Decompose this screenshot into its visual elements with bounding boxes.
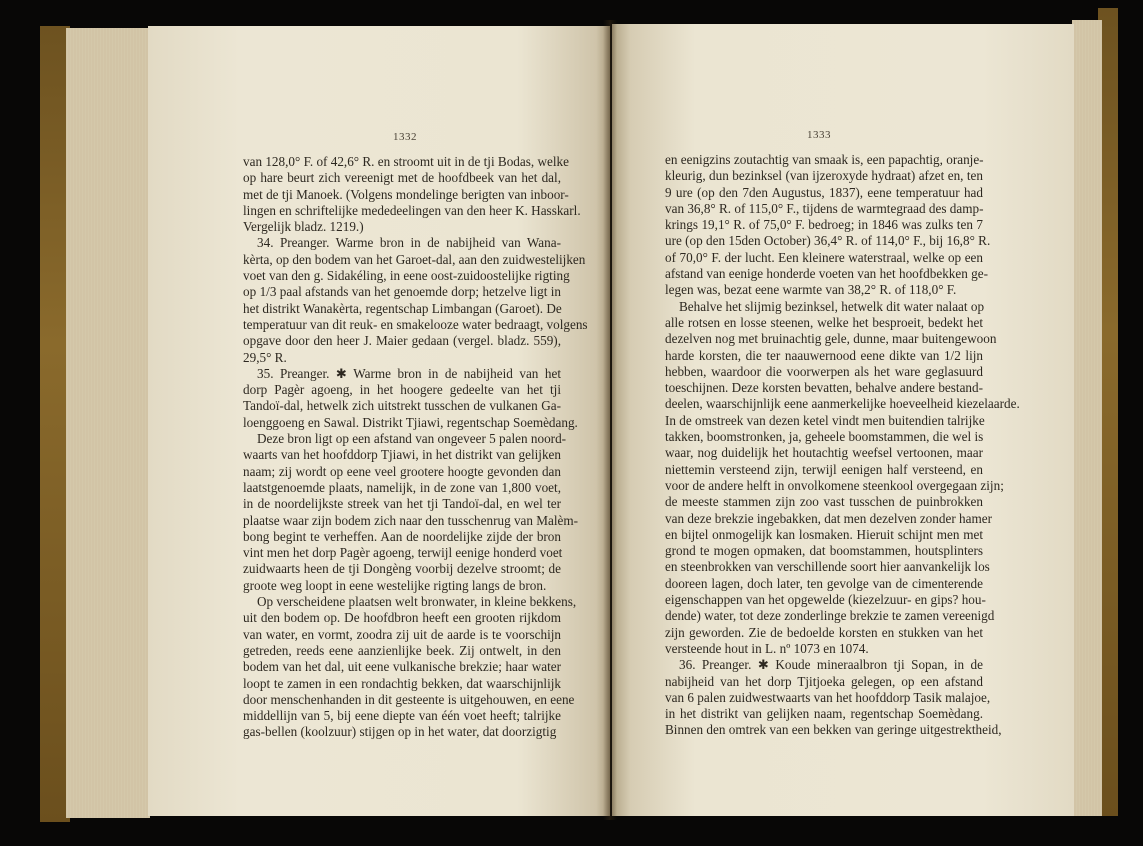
text-line: 9 ure (op den 7den Augustus, 1837), eene temperatuur had: [665, 184, 983, 200]
text-line: loopt te zamen in een rondachtig bekken, dat waarschijnlijk: [243, 675, 561, 691]
text-line: waarts van het hoofddorp Tjiawi, in het distrikt van gelijken: [243, 447, 561, 463]
text-line: en eenigzins zoutachtig van smaak is, een papachtig, oranje-: [665, 152, 984, 167]
text-line: dezelven nog met bruinachtig gele, dunne, maar buitengewoon: [665, 331, 997, 347]
book-gutter: [603, 20, 617, 820]
text-line: temperatuur van dit reuk- en smakelooze water bedraagt, volgens: [243, 316, 588, 332]
text-line: Op verscheidene plaatsen welt bronwater, in kleine bekkens,: [257, 594, 577, 610]
text-line: met de tji Manoek. (Volgens mondelinge berigten van inboor-: [243, 186, 569, 202]
text-line: harde korsten, die ter naauwernood eene dikte van 1/2 lijn: [665, 347, 983, 363]
text-line: lingen en schriftelijke mededeelingen van den heer K. Hasskarl.: [243, 202, 581, 218]
text-line: dooreen lagen, doch later, ten gevolge van de cimenterende: [665, 575, 983, 591]
left-page-text: [243, 154, 588, 741]
text-line: ure (op den 15den October) 36,4° R. of 114,0° F., bij 16,8° R.: [665, 233, 991, 249]
text-line: laatstgenoemde plaats, namelijk, in de zone van 1,800 voet,: [243, 479, 561, 495]
text-line: Tandoï-dal, hetwelk zich uitstrekt tusschen de vulkanen Ga-: [243, 398, 561, 414]
text-line: of 70,0° F. der lucht. Een kleinere waterstraal, welke op een: [665, 249, 983, 265]
text-line: versteende hout in L. nº 1073 en 1074.: [665, 640, 869, 656]
text-line: het distrikt Wanakèrta, regentschap Limbangan (Garoet). De: [243, 300, 562, 316]
text-line: in de noordelijkste streek van het tji Tandoï-dal, en wel ter: [243, 496, 561, 512]
text-line: dorp Pagèr agoeng, in het hoogere gedeelte van het tji: [243, 382, 561, 398]
text-line: voor de andere helft in onvolkomene steenkool overgegaan zijn;: [665, 477, 1004, 493]
text-line: van water, en vormt, zoodra zij uit de aarde is te voorschijn: [243, 626, 561, 642]
text-line: op 1/3 paal afstands van het genoemde dorp; hetzelve ligt in: [243, 284, 561, 300]
text-line: toeschijnen. Deze korsten bevatten, behalve andere bestand-: [665, 380, 983, 396]
text-line: opgave door den heer J. Maier gedaan (vergel. bladz. 559),: [243, 333, 561, 349]
text-line: naam; zij wordt op eene veel grootere hoogte gevonden dan: [243, 463, 561, 479]
page-edges-right: [1072, 20, 1102, 816]
left-page-number: 1332: [393, 131, 417, 143]
text-line: getreden, reeds eene aanzienlijke beek. Zij ontwelt, in den: [243, 642, 561, 658]
text-line: zuidwaarts heen de tji Dongèng voorbij dezelve stroomt; de: [243, 561, 561, 577]
text-line: Binnen den omtrek van een bekken van geringe uitgestrektheid,: [665, 722, 1002, 738]
text-line: afstand van eenige honderde voeten van het hoofdbekken ge-: [665, 266, 988, 282]
text-line: krings 19,1° R. of 75,0° F. bedroeg; in 1846 was zulks ten 7: [665, 217, 983, 233]
right-page: [612, 24, 1074, 816]
text-line: op hare beurt zich vereenigt met de hoofdbeek van het dal,: [243, 170, 561, 186]
text-line: deelen, waarschijnlijk eene aanmerkelijke hoeveelheid kiezelaarde.: [665, 396, 1020, 412]
text-line: in het distrikt van gelijken naam, regentschap Soemèdang.: [665, 706, 983, 722]
text-line: Vergelijk bladz. 1219.): [243, 219, 364, 235]
text-line: van 6 palen zuidwestwaarts van het hoofddorp Tasik malajoe,: [665, 689, 991, 705]
right-page-text: [665, 152, 1020, 739]
right-page-number: 1333: [807, 129, 831, 141]
text-line: gas-bellen (koolzuur) stijgen op in het water, dat doorzigtig: [243, 724, 557, 740]
text-line: dende) water, tot deze zonderlinge brekzie te zamen vereenigd: [665, 608, 995, 624]
text-line: door menschenhanden in dit gesteente is uitgehouwen, en eene: [243, 691, 575, 707]
text-line: van 128,0° F. of 42,6° R. en stroomt uit in de tji Bodas, welke: [243, 154, 569, 169]
text-line: loenggoeng en Sawal. Distrikt Tjiawi, regentschap Soemèdang.: [243, 414, 578, 430]
text-line: voet van den g. Sidakéling, in eene oost-zuidoostelijke rigting: [243, 268, 570, 284]
text-line: vint men het dorp Pagèr agoeng, terwijl eenige honderd voet: [243, 545, 563, 561]
text-line: van deze brekzie ingebakken, dat men dezelven zonder hamer: [665, 510, 992, 526]
text-line: Behalve het slijmig bezinksel, hetwelk dit water nalaat op: [679, 298, 985, 314]
text-line: takken, boomstronken, ja, geheele boomstammen, die wel is: [665, 429, 984, 445]
text-line: grond te mogen opmaken, dat boomstammen, houtsplinters: [665, 543, 983, 559]
text-line: en steenbrokken van verschillende soort hier aanvankelijk los: [665, 559, 990, 575]
text-line: 35. Preanger. ✱ Warme bron in de nabijheid van het: [257, 365, 561, 381]
text-line: 34. Preanger. Warme bron in de nabijheid van Wana-: [257, 235, 561, 251]
text-line: kleurig, dun bezinksel (van ijzeroxyde hydraat) afzet en, ten: [665, 168, 983, 184]
text-line: zijn geworden. Zie de bedoelde korsten en stukken van het: [665, 624, 983, 640]
text-line: 29,5° R.: [243, 349, 287, 365]
text-line: In de omstreek van dezen ketel vindt men buitendien talrijke: [665, 412, 985, 428]
text-line: legen was, bezat eene warmte van 38,2° R. of 118,0° F.: [665, 282, 957, 298]
text-line: 36. Preanger. ✱ Koude mineraalbron tji Sopan, in de: [679, 657, 983, 673]
text-line: uit den bodem op. De hoofdbron heeft een grooten rijkdom: [243, 610, 561, 626]
text-line: kèrta, op den bodem van het Garoet-dal, aan den zuidwestelijken: [243, 251, 586, 267]
text-line: groote weg loopt in eene westelijke rigting langs de bron.: [243, 577, 547, 593]
text-line: alle rotsen en losse steenen, welke het besproeit, bedekt het: [665, 314, 983, 330]
text-line: bong begint te verheffen. Aan de noordelijke zijde der bron: [243, 528, 561, 544]
text-line: middellijn van 5, bij eene diepte van één voet heeft; talrijke: [243, 708, 561, 724]
text-line: en bijtel onmogelijk kan losmaken. Hieruit schijnt men met: [665, 526, 983, 542]
page-edges-left: [66, 28, 150, 818]
left-page: [148, 26, 610, 816]
text-line: hebben, waardoor die voorwerpen als het ware geglasuurd: [665, 363, 983, 379]
text-line: waar, nog duidelijk het houtachtig weefsel vertoonen, maar: [665, 445, 983, 461]
text-line: nabijheid van het dorp Tjitjoeka gelegen, op een afstand: [665, 673, 983, 689]
text-line: niettemin versteend zijn, terwijl eenigen half versteend, en: [665, 461, 983, 477]
text-line: van 36,8° R. of 115,0° F., tijdens de warmtegraad des damp-: [665, 200, 984, 216]
text-line: Deze bron ligt op een afstand van ongeveer 5 palen noord-: [257, 431, 567, 447]
text-line: de meeste stammen zijn zoo vast tusschen de puinbrokken: [665, 494, 983, 510]
text-line: plaatse waar zijn bodem zich naar den tusschenrug van Malèm-: [243, 512, 579, 528]
text-line: bodem van het dal, uit eene vulkanische brekzie; haar water: [243, 659, 561, 675]
text-line: eigenschappen van het opgewelde (kiezelzuur- en gips? hou-: [665, 592, 986, 608]
